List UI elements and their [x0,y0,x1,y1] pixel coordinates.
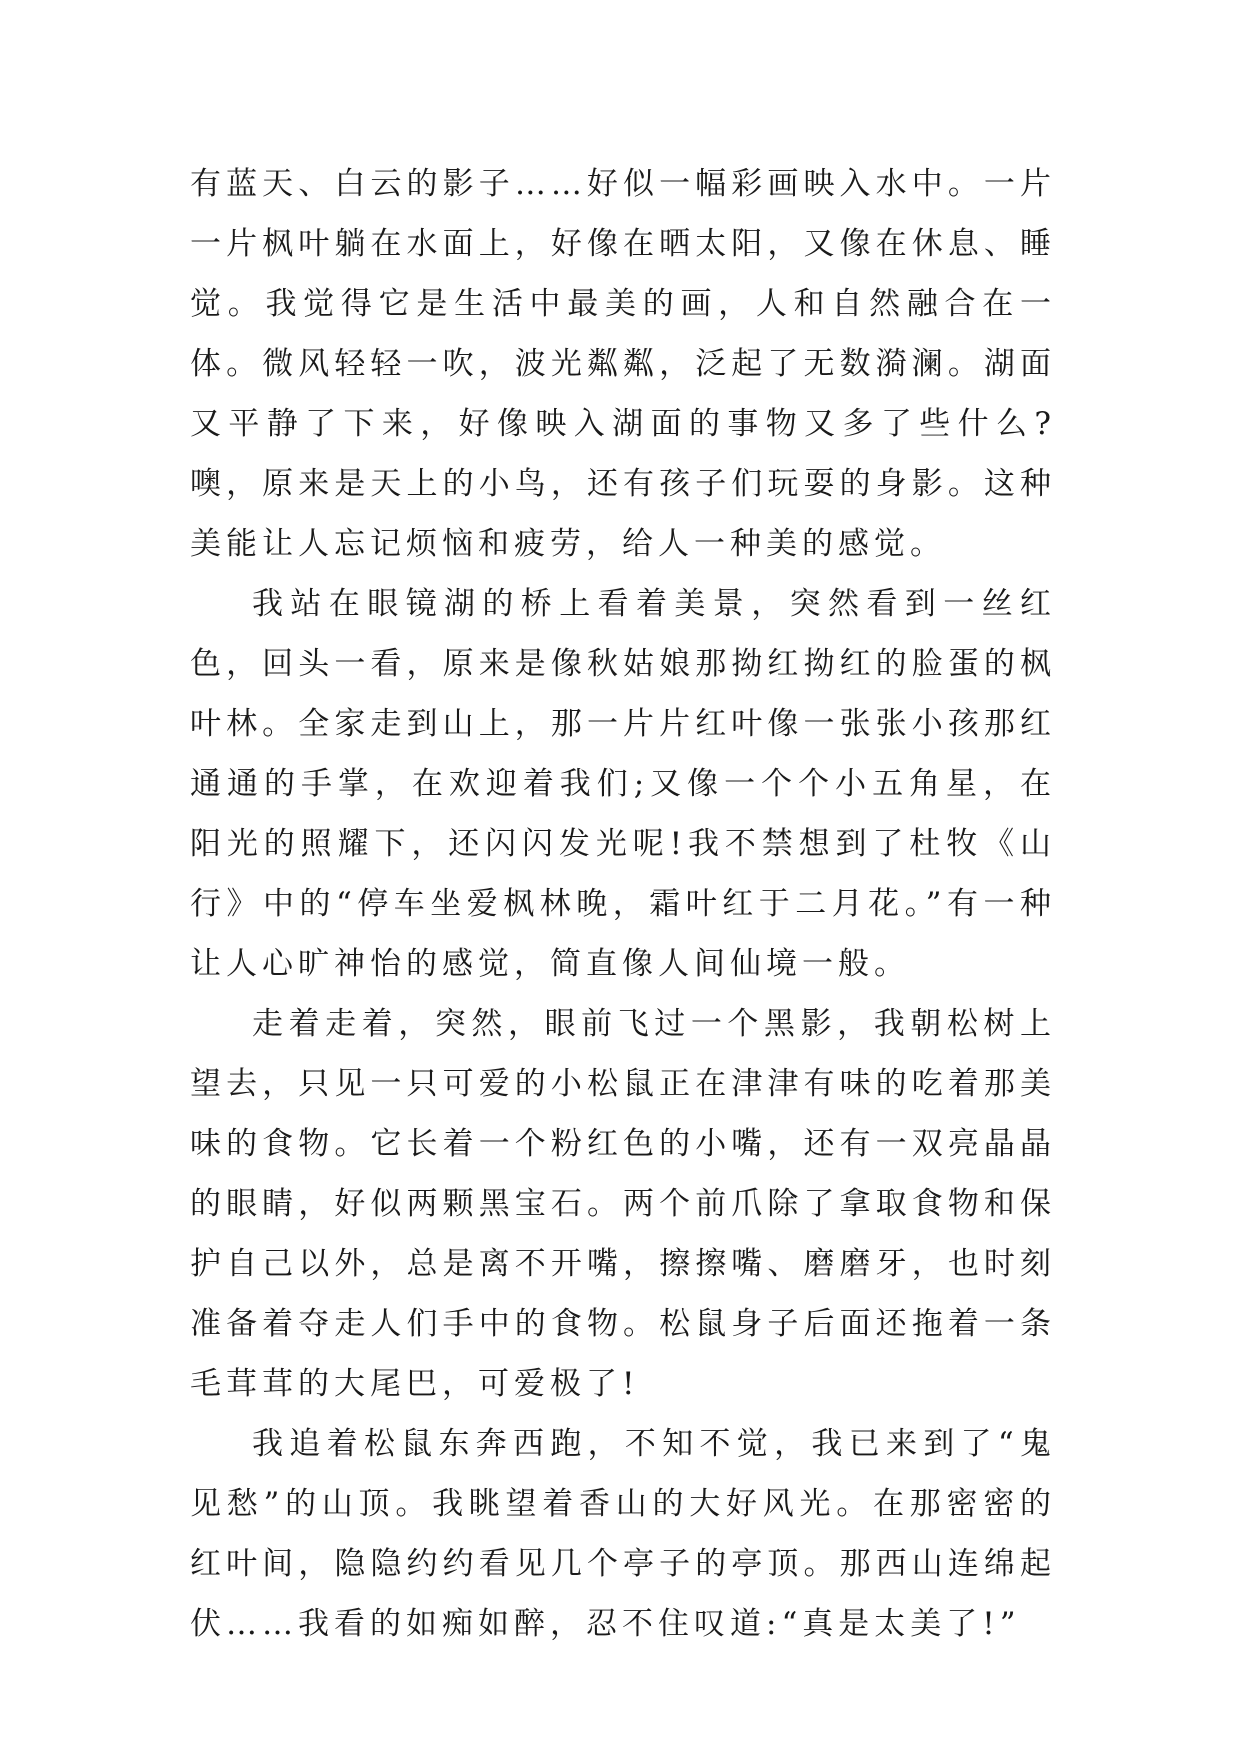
paragraph-2: 我站在眼镜湖的桥上看着美景，突然看到一丝红色，回头一看，原来是像秋姑娘那拗红拗红的脸蛋的枫叶林。全家走到山上，那一片片红叶像一张张小孩那红通通的手掌，在欢迎着我们;又像一个个小五角星，在阳光的照耀下，还闪闪发光呢!我不禁想到了杜牧《山行》中的“停车坐爱枫林晚，霜叶红于二月花。”有一种让人心旷神怡的感觉，简直像人间仙境一般。 [190,586,1056,982]
document-body [190,154,1056,1654]
paragraph-1: 有蓝天、白云的影子……好似一幅彩画映入水中。一片一片枫叶躺在水面上，好像在晒太阳，又像在休息、睡觉。我觉得它是生活中最美的画，人和自然融合在一体。微风轻轻一吹，波光粼粼，泛起了无数漪澜。湖面又平静了下来，好像映入湖面的事物又多了些什么?噢，原来是天上的小鸟，还有孩子们玩耍的身影。这种美能让人忘记烦恼和疲劳，给人一种美的感觉。 [190,166,1056,562]
paragraph-3: 走着走着，突然，眼前飞过一个黑影，我朝松树上望去，只见一只可爱的小松鼠正在津津有味的吃着那美味的食物。它长着一个粉红色的小嘴，还有一双亮晶晶的眼睛，好似两颗黑宝石。两个前爪除了拿取食物和保护自己以外，总是离不开嘴，擦擦嘴、磨磨牙，也时刻准备着夺走人们手中的食物。松鼠身子后面还拖着一条毛茸茸的大尾巴，可爱极了! [190,1006,1056,1402]
paragraph-4: 我追着松鼠东奔西跑，不知不觉，我已来到了“鬼见愁”的山顶。我眺望着香山的大好风光。在那密密的红叶间，隐隐约约看见几个亭子的亭顶。那西山连绵起伏……我看的如痴如醉，忍不住叹道:“真是太美了!” [190,1426,1056,1642]
